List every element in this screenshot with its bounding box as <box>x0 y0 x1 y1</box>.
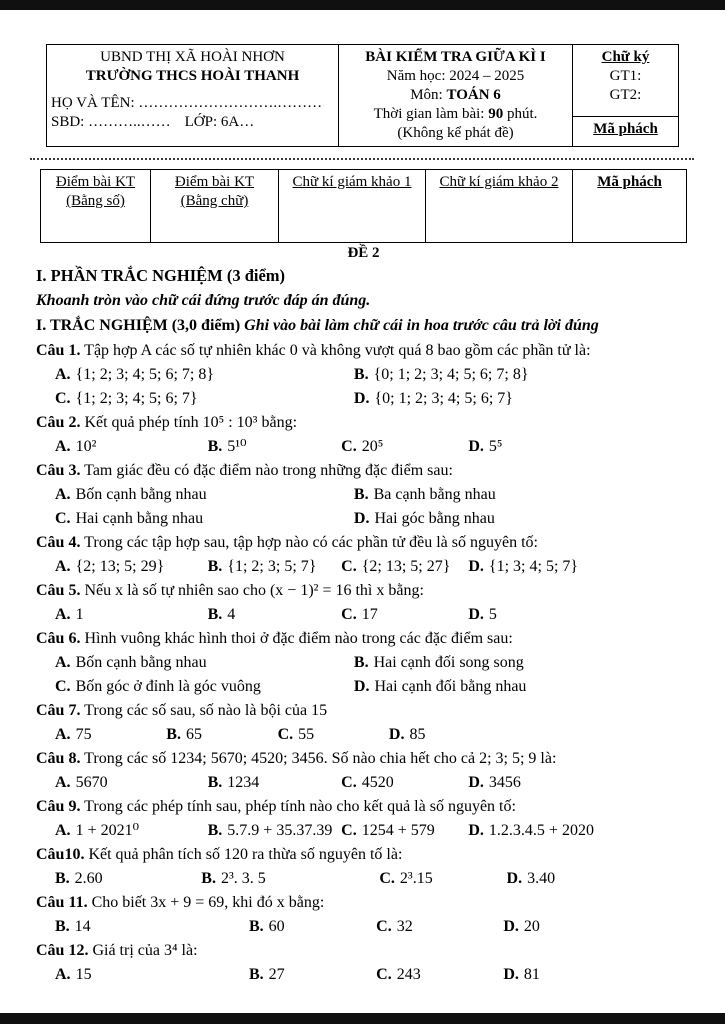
option-text: 17 <box>361 606 378 623</box>
option-letter: B. <box>353 366 369 383</box>
option-letter: B. <box>207 822 223 839</box>
question-line <box>36 627 691 651</box>
options-row <box>36 723 691 747</box>
ma-phach-cell <box>573 170 687 243</box>
option <box>468 819 691 843</box>
option <box>55 771 208 795</box>
option-letter: A. <box>55 558 71 575</box>
options-row <box>36 819 691 843</box>
question <box>36 747 691 795</box>
option-text: 75 <box>75 726 92 743</box>
exam-note: (Không kể phát đề) <box>397 125 514 141</box>
option-text: 1 + 2021⁰ <box>75 822 139 839</box>
time-unit: phút. <box>506 106 538 122</box>
option <box>503 963 691 987</box>
options-row <box>36 867 691 891</box>
option-letter: C. <box>341 606 357 623</box>
option-letter: B. <box>166 726 181 743</box>
score-words-label: Điểm bài KT <box>174 174 255 190</box>
question <box>36 411 691 459</box>
option-letter: D. <box>353 510 370 527</box>
option <box>201 867 379 891</box>
option-text: 10² <box>75 438 97 455</box>
option-letter: A. <box>55 966 71 983</box>
question-line <box>36 747 691 771</box>
option-letter: C. <box>341 438 357 455</box>
question-stem: Giá trị của 3⁴ là: <box>92 942 198 959</box>
option-text: 4 <box>227 606 236 623</box>
option-letter: D. <box>506 870 523 887</box>
dotted-separator <box>30 158 694 160</box>
option-letter: D. <box>468 606 484 623</box>
question-line <box>36 891 691 915</box>
student-name-field: HỌ VÀ TÊN: ……………………….……… <box>51 95 323 111</box>
option <box>55 915 249 939</box>
option <box>354 363 691 387</box>
question-stem: Trong các phép tính sau, phép tính nào cho kết quả là số nguyên tố: <box>84 798 516 815</box>
option-text: 32 <box>396 918 413 935</box>
option-letter: B. <box>248 918 264 935</box>
question <box>36 579 691 627</box>
option-letter: A. <box>55 654 71 671</box>
gt2-line: GT2: <box>609 87 642 103</box>
option <box>208 603 342 627</box>
option-letter: C. <box>277 726 294 743</box>
option <box>341 435 468 459</box>
question-number: Câu 11. <box>36 894 88 911</box>
option-text: 55 <box>298 726 315 743</box>
option-letter: A. <box>55 726 71 743</box>
option-text: 1254 + 579 <box>361 822 435 839</box>
option-text: 2.60 <box>74 870 103 887</box>
option <box>503 915 691 939</box>
question-number: Câu 1. <box>36 342 81 359</box>
option-letter: C. <box>341 558 357 575</box>
instruction-line: Khoanh tròn vào chữ cái đứng trước đáp án đúng. <box>36 292 371 309</box>
question-line <box>36 339 691 363</box>
option-letter: C. <box>341 774 357 791</box>
option-letter: C. <box>376 966 392 983</box>
question-line <box>36 459 691 483</box>
option-letter: A. <box>55 774 71 791</box>
question <box>36 843 691 891</box>
question-line <box>36 795 691 819</box>
options-row <box>36 651 691 699</box>
option <box>341 819 468 843</box>
examiner1-label: Chữ kí giám khảo 1 <box>292 174 412 190</box>
option <box>55 555 208 579</box>
question-number: Câu 6. <box>36 630 81 647</box>
bottom-edge-bar <box>0 1013 725 1024</box>
option <box>341 771 468 795</box>
question <box>36 339 691 411</box>
option <box>55 867 201 891</box>
options-row <box>36 915 691 939</box>
question-stem: Cho biết 3x + 9 = 69, khi đó x bằng: <box>91 894 325 911</box>
option <box>55 603 208 627</box>
score-words-cell <box>151 170 279 243</box>
option-letter: A. <box>55 486 71 503</box>
option-text: 81 <box>523 966 540 983</box>
option-text: Hai cạnh bằng nhau <box>75 510 204 527</box>
option-text: 3.40 <box>527 870 556 887</box>
option <box>341 555 468 579</box>
option-text: 85 <box>409 726 426 743</box>
options-row <box>36 435 691 459</box>
ma-phach-col-label: Mã phách <box>597 174 662 190</box>
ma-phach-label: Mã phách <box>573 116 678 144</box>
option-text: 2³. 3. 5 <box>220 870 266 887</box>
question-line <box>36 939 691 963</box>
option-letter: B. <box>353 486 369 503</box>
option <box>468 435 691 459</box>
option-text: 243 <box>396 966 421 983</box>
option-letter: A. <box>55 606 71 623</box>
option <box>249 915 376 939</box>
question <box>36 531 691 579</box>
option-text: {1; 3; 4; 5; 7} <box>488 558 579 575</box>
class-field: LỚP: 6A… <box>184 114 255 130</box>
option <box>208 771 342 795</box>
section2-note: Ghi vào bài làm chữ cái in hoa trước câu trả lời đúng <box>244 317 599 334</box>
options-row <box>36 771 691 795</box>
option-letter: C. <box>379 870 395 887</box>
option-text: 5⁵ <box>488 438 503 455</box>
option <box>354 387 691 411</box>
option-text: 1.2.3.4.5 + 2020 <box>488 822 594 839</box>
option <box>55 387 354 411</box>
options-row <box>36 603 691 627</box>
option-text: 60 <box>268 918 285 935</box>
option <box>208 435 342 459</box>
option-text: Hai cạnh đối song song <box>373 654 524 671</box>
question-stem: Trong các số sau, số nào là bội của 15 <box>84 702 328 719</box>
option-text: {0; 1; 2; 3; 4; 5; 6; 7; 8} <box>373 366 529 383</box>
option-text: {1; 2; 3; 4; 5; 6; 7} <box>75 390 198 407</box>
section2-heading <box>36 313 691 338</box>
question-number: Câu 8. <box>36 750 81 767</box>
option-letter: A. <box>55 822 71 839</box>
option-letter: D. <box>468 438 484 455</box>
time-label: Thời gian làm bài: <box>373 106 485 122</box>
option-letter: A. <box>55 438 71 455</box>
question-number: Câu 7. <box>36 702 81 719</box>
option <box>55 675 354 699</box>
question <box>36 939 691 987</box>
option-text: 3456 <box>488 774 521 791</box>
subject-line <box>343 86 568 105</box>
score-words-sub: (Bằng chữ) <box>180 193 249 209</box>
option-text: {1; 2; 3; 5; 7} <box>227 558 317 575</box>
option-letter: D. <box>353 678 370 695</box>
exam-code: ĐỀ 2 <box>347 245 380 261</box>
option-text: Hai cạnh đối bằng nhau <box>374 678 527 695</box>
option-letter: D. <box>353 390 370 407</box>
signature-block <box>573 45 678 116</box>
question-number: Câu 3. <box>36 462 81 479</box>
option <box>468 555 691 579</box>
option <box>507 867 691 891</box>
question-stem: Hình vuông khác hình thoi ở đặc điểm nào trong các đặc điểm sau: <box>84 630 513 647</box>
option-text: 5.7.9 + 35.37.39 <box>227 822 333 839</box>
signature-title: Chữ ký <box>601 49 650 65</box>
option-text: 65 <box>185 726 202 743</box>
option <box>55 363 354 387</box>
question-stem: Trong các số 1234; 5670; 4520; 3456. Số nào chia hết cho cả 2; 3; 5; 9 là: <box>84 750 557 767</box>
question-number: Câu 9. <box>36 798 81 815</box>
option-letter: C. <box>55 678 71 695</box>
option <box>468 771 691 795</box>
option-text: 2³.15 <box>399 870 433 887</box>
question-stem: Nếu x là số tự nhiên sao cho (x − 1)² = 16 thì x bằng: <box>84 582 424 599</box>
option-letter: D. <box>468 774 484 791</box>
header-exam-cell <box>339 45 573 147</box>
options-row <box>36 363 691 411</box>
option-text: 15 <box>75 966 92 983</box>
questions-list <box>36 339 691 987</box>
question-line <box>36 531 691 555</box>
option-text: 27 <box>268 966 285 983</box>
option-text: {0; 1; 2; 3; 4; 5; 6; 7} <box>374 390 513 407</box>
option <box>55 435 208 459</box>
section1-heading: I. PHẦN TRẮC NGHIỆM (3 điểm) <box>36 266 286 285</box>
option-text: Hai góc bằng nhau <box>374 510 495 527</box>
option-letter: B. <box>55 918 70 935</box>
score-table <box>40 169 687 243</box>
score-number-label: Điểm bài KT <box>55 174 136 190</box>
option <box>376 915 503 939</box>
option-letter: C. <box>341 822 357 839</box>
option-letter: A. <box>55 366 71 383</box>
option-letter: B. <box>55 870 70 887</box>
option <box>55 651 354 675</box>
option-text: 5 <box>488 606 497 623</box>
option <box>55 483 354 507</box>
option <box>278 723 389 747</box>
option-text: 1234 <box>227 774 260 791</box>
question-number: Câu10. <box>36 846 85 863</box>
option-letter: B. <box>207 774 223 791</box>
option-text: {1; 2; 3; 4; 5; 6; 7; 8} <box>75 366 215 383</box>
option-text: {2; 13; 5; 29} <box>75 558 165 575</box>
option <box>468 603 691 627</box>
score-number-cell <box>41 170 151 243</box>
sbd-field: SBD: ………..…… <box>51 114 171 130</box>
question-stem: Kết quả phép tính 10⁵ : 10³ bằng: <box>84 414 298 431</box>
question <box>36 891 691 939</box>
option-text: 20 <box>523 918 540 935</box>
subject-value: TOÁN 6 <box>446 87 501 103</box>
option <box>55 963 249 987</box>
option-letter: D. <box>503 918 519 935</box>
option-text: Bốn cạnh bằng nhau <box>75 654 207 671</box>
option-letter: C. <box>376 918 392 935</box>
question-line <box>36 411 691 435</box>
option <box>55 507 354 531</box>
option-letter: B. <box>207 606 223 623</box>
question-line <box>36 579 691 603</box>
option <box>341 603 468 627</box>
gt1-line: GT1: <box>609 68 642 84</box>
option <box>376 963 503 987</box>
option <box>166 723 277 747</box>
score-number-sub: (Bằng số) <box>66 193 125 209</box>
time-line <box>343 105 568 124</box>
option-letter: B. <box>207 558 223 575</box>
examiner2-label: Chữ kí giám khảo 2 <box>439 174 559 190</box>
question-stem: Kết quả phân tích số 120 ra thừa số nguyên tố là: <box>88 846 403 863</box>
option-text: 5670 <box>75 774 108 791</box>
question <box>36 459 691 531</box>
question-number: Câu 4. <box>36 534 81 551</box>
exam-header-table <box>46 44 679 147</box>
option <box>389 723 691 747</box>
subject-label: Môn: <box>410 87 443 103</box>
option-text: {2; 13; 5; 27} <box>361 558 451 575</box>
question <box>36 627 691 699</box>
examiner1-cell <box>279 170 426 243</box>
question <box>36 699 691 747</box>
option-text: 5¹⁰ <box>227 438 247 455</box>
option <box>354 483 691 507</box>
exam-title: BÀI KIỂM TRA GIỮA KÌ I <box>365 49 546 65</box>
question-number: Câu 5. <box>36 582 81 599</box>
option <box>354 507 691 531</box>
section2-title: I. TRẮC NGHIỆM (3,0 điểm) <box>36 317 241 334</box>
question-stem: Tập hợp A các số tự nhiên khác 0 và không vượt quá 8 bao gồm các phần tử là: <box>84 342 591 359</box>
options-row <box>36 483 691 531</box>
question-number: Câu 2. <box>36 414 81 431</box>
option <box>55 819 208 843</box>
option-text: 1 <box>75 606 84 623</box>
option-text: 14 <box>74 918 91 935</box>
option-letter: D. <box>388 726 405 743</box>
question-number: Câu 12. <box>36 942 89 959</box>
top-edge-bar <box>0 0 725 10</box>
option-text: Bốn góc ở đỉnh là góc vuông <box>75 678 261 695</box>
option <box>379 867 506 891</box>
option-letter: C. <box>55 390 71 407</box>
options-row <box>36 963 691 987</box>
option-letter: B. <box>248 966 264 983</box>
school-year: Năm học: 2024 – 2025 <box>386 68 525 84</box>
option <box>208 555 342 579</box>
option-letter: B. <box>207 438 223 455</box>
option-letter: C. <box>55 510 71 527</box>
question-stem: Tam giác đều có đặc điểm nào trong những đặc điểm sau: <box>84 462 453 479</box>
option-letter: D. <box>468 558 484 575</box>
examiner2-cell <box>426 170 573 243</box>
option <box>249 963 376 987</box>
option-text: Bốn cạnh bằng nhau <box>75 486 207 503</box>
option <box>208 819 342 843</box>
question-stem: Trong các tập hợp sau, tập hợp nào có các phần tử đều là số nguyên tố: <box>84 534 538 551</box>
option-text: Ba cạnh bằng nhau <box>373 486 496 503</box>
header-signature-cell <box>573 45 679 147</box>
question-line <box>36 843 691 867</box>
sbd-class-line <box>51 113 334 132</box>
authority-name: UBND THỊ XÃ HOÀI NHƠN <box>100 49 285 65</box>
option-letter: D. <box>503 966 519 983</box>
school-name: TRƯỜNG THCS HOÀI THANH <box>85 68 300 84</box>
option-text: 20⁵ <box>361 438 384 455</box>
time-value: 90 <box>488 106 504 122</box>
options-row <box>36 555 691 579</box>
question-line <box>36 699 691 723</box>
option-text: 4520 <box>361 774 394 791</box>
option <box>354 651 691 675</box>
option-letter: B. <box>353 654 369 671</box>
option <box>354 675 691 699</box>
option <box>55 723 166 747</box>
option-letter: D. <box>468 822 484 839</box>
question <box>36 795 691 843</box>
option-letter: B. <box>201 870 216 887</box>
header-school-cell <box>47 45 339 147</box>
